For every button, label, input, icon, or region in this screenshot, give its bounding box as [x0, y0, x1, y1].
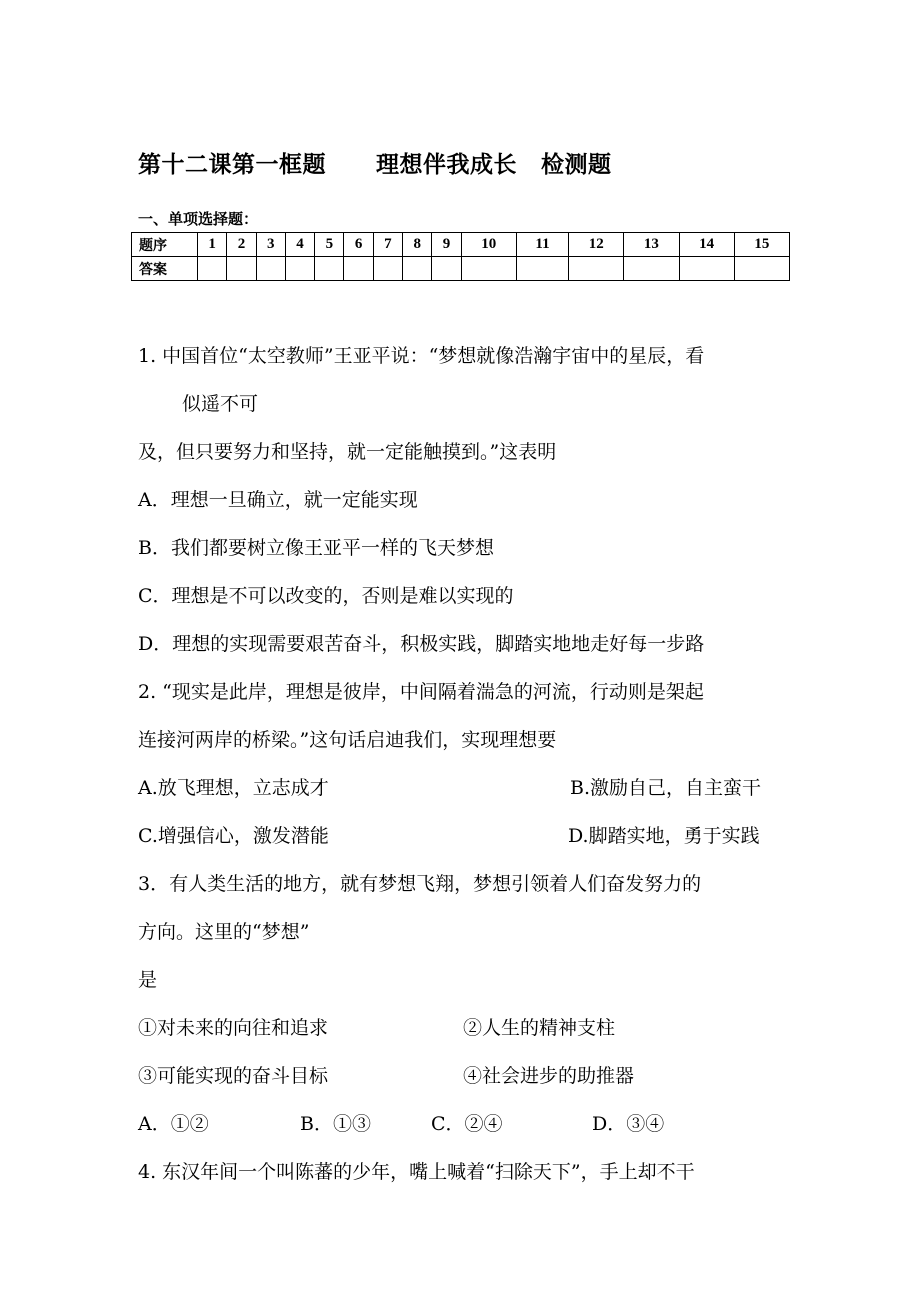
table-cell: 10: [461, 233, 516, 257]
q1-option-b: B．我们都要树立像王亚平一样的飞天梦想: [138, 537, 494, 559]
q1-option-c: C．理想是不可以改变的，否则是难以实现的: [138, 585, 514, 607]
answer-table: [131, 232, 790, 281]
q3-stem-line1: 3．有人类生活的地方，就有梦想飞翔，梦想引领着人们奋发努力的: [138, 873, 702, 895]
table-cell: 7: [373, 233, 402, 257]
answer-cell[interactable]: [432, 257, 461, 281]
q2-stem-line2: 连接河两岸的桥梁。”这句话启迪我们，实现理想要: [138, 729, 557, 751]
section-heading: 一、单项选择题：: [138, 210, 259, 228]
table-cell: 15: [734, 233, 789, 257]
table-cell: 8: [403, 233, 432, 257]
q3-statement-3: ③可能实现的奋斗目标: [138, 1065, 329, 1087]
q3-stem-line3: 是: [138, 969, 158, 991]
q1-option-a: A．理想一旦确立，就一定能实现: [138, 489, 418, 511]
answer-cell[interactable]: [315, 257, 344, 281]
q2-option-b: B.激励自己，自主蛮干: [570, 777, 762, 799]
answer-cell[interactable]: [373, 257, 402, 281]
table-cell: 4: [285, 233, 314, 257]
answer-cell[interactable]: [516, 257, 568, 281]
q1-stem-line2: 似遥不可: [182, 393, 259, 415]
table-cell: 3: [256, 233, 285, 257]
answer-cell[interactable]: [403, 257, 432, 281]
title-test: 检测题: [541, 152, 612, 178]
q1-stem-line3: 及，但只要努力和坚持，就一定能触摸到。”这表明: [138, 441, 557, 463]
answer-cell[interactable]: [679, 257, 734, 281]
answer-cell[interactable]: [256, 257, 285, 281]
title-lesson: 第十二课第一框题: [138, 152, 326, 178]
answer-cell[interactable]: [461, 257, 516, 281]
q3-option-a: A．①②: [138, 1113, 209, 1135]
answer-cell[interactable]: [198, 257, 227, 281]
q3-option-c: C．②④: [431, 1113, 503, 1135]
table-row: [132, 257, 790, 281]
q3-option-b: B．①③: [300, 1113, 371, 1135]
answer-cell[interactable]: [227, 257, 256, 281]
q4-stem-line1: 4. 东汉年间一个叫陈蕃的少年，嘴上喊着“扫除天下”，手上却不干: [138, 1161, 695, 1183]
table-cell: 5: [315, 233, 344, 257]
q3-statement-4: ④社会进步的助推器: [463, 1065, 635, 1087]
answer-cell[interactable]: [285, 257, 314, 281]
q1-option-d: D．理想的实现需要艰苦奋斗，积极实践，脚踏实地地走好每一步路: [138, 633, 705, 655]
table-cell: 6: [344, 233, 373, 257]
q3-statement-2: ②人生的精神支柱: [463, 1017, 616, 1039]
q2-option-c: C.增强信心，激发潜能: [138, 825, 329, 847]
row-label-number: 题序: [132, 233, 198, 257]
table-cell: 14: [679, 233, 734, 257]
table-cell: 11: [516, 233, 568, 257]
q3-option-d: D．③④: [592, 1113, 665, 1135]
q3-stem-line2: 方向。这里的“梦想”: [138, 921, 310, 943]
q2-stem-line1: 2. “现实是此岸，理想是彼岸，中间隔着湍急的河流，行动则是架起: [138, 681, 704, 703]
row-label-answer: 答案: [132, 257, 198, 281]
table-cell: 12: [569, 233, 624, 257]
table-cell: 1: [198, 233, 227, 257]
q3-statement-1: ①对未来的向往和追求: [138, 1017, 329, 1039]
answer-cell[interactable]: [734, 257, 789, 281]
table-cell: 2: [227, 233, 256, 257]
answer-cell[interactable]: [344, 257, 373, 281]
answer-cell[interactable]: [569, 257, 624, 281]
q2-option-a: A.放飞理想，立志成才: [138, 777, 329, 799]
table-row: [132, 233, 790, 257]
table-cell: 13: [624, 233, 679, 257]
q1-stem-line1: 1. 中国首位“太空教师”王亚平说：“梦想就像浩瀚宇宙中的星辰，看: [138, 345, 705, 367]
answer-cell[interactable]: [624, 257, 679, 281]
table-cell: 9: [432, 233, 461, 257]
q2-option-d: D.脚踏实地，勇于实践: [568, 825, 760, 847]
page-title: [138, 146, 612, 179]
title-topic: 理想伴我成长: [376, 152, 517, 178]
